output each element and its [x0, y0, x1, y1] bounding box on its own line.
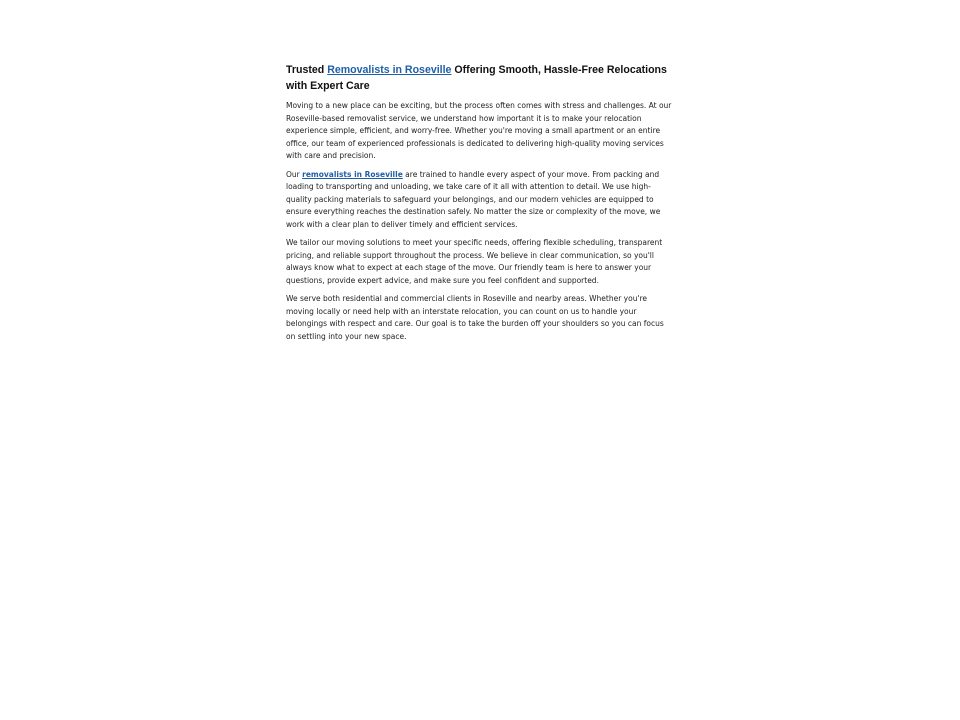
document-body [286, 62, 674, 349]
title-prefix: Trusted [286, 64, 328, 76]
paragraph-services-prefix: Our [286, 169, 303, 179]
inline-link-removalists[interactable]: removalists in Roseville [302, 169, 403, 179]
paragraph-services [286, 169, 674, 232]
title-link-removalists[interactable]: Removalists in Roseville [327, 64, 452, 76]
paragraph-clients: We serve both residential and commercial clients in Roseville and nearby areas. Whether you're moving locally or need help with an interstate relocation, you can count on us to handle your belongings with respect and care. Our goal is to take the burden off your shoulders so you can focus on settling into your new space. [286, 294, 664, 341]
paragraph-intro: Moving to a new place can be exciting, but the process often comes with stress and challenges. At our Roseville-based removalist service, we understand how important it is to make your relocation experience simple, efficient, and worry-free. Whether you're moving a small apartment or an entire office, our team of experienced professionals is dedicated to delivering high-quality moving services with care and precision. [286, 101, 672, 160]
title-suffix: Offering Smooth, Hassle-Free Relocations with Expert Care [286, 64, 667, 92]
document-title [286, 62, 674, 94]
paragraph-tailored: We tailor our moving solutions to meet your specific needs, offering flexible scheduling, transparent pricing, and reliable support throughout the process. We believe in clear communication, so you'll always know what to expect at each stage of the move. Our friendly team is here to answer your questions, provide expert advice, and make sure you feel confident and supported. [286, 238, 663, 285]
paragraph-services-body: are trained to handle every aspect of your move. From packing and loading to transporting and unloading, we take care of it all with attention to detail. We use high-quality packing materials to safeguard your belongings, and our modern vehicles are equipped to ensure everything reaches the destination safely. No matter the size or complexity of the move, we work with a clear plan to deliver timely and efficient services. [286, 169, 661, 229]
